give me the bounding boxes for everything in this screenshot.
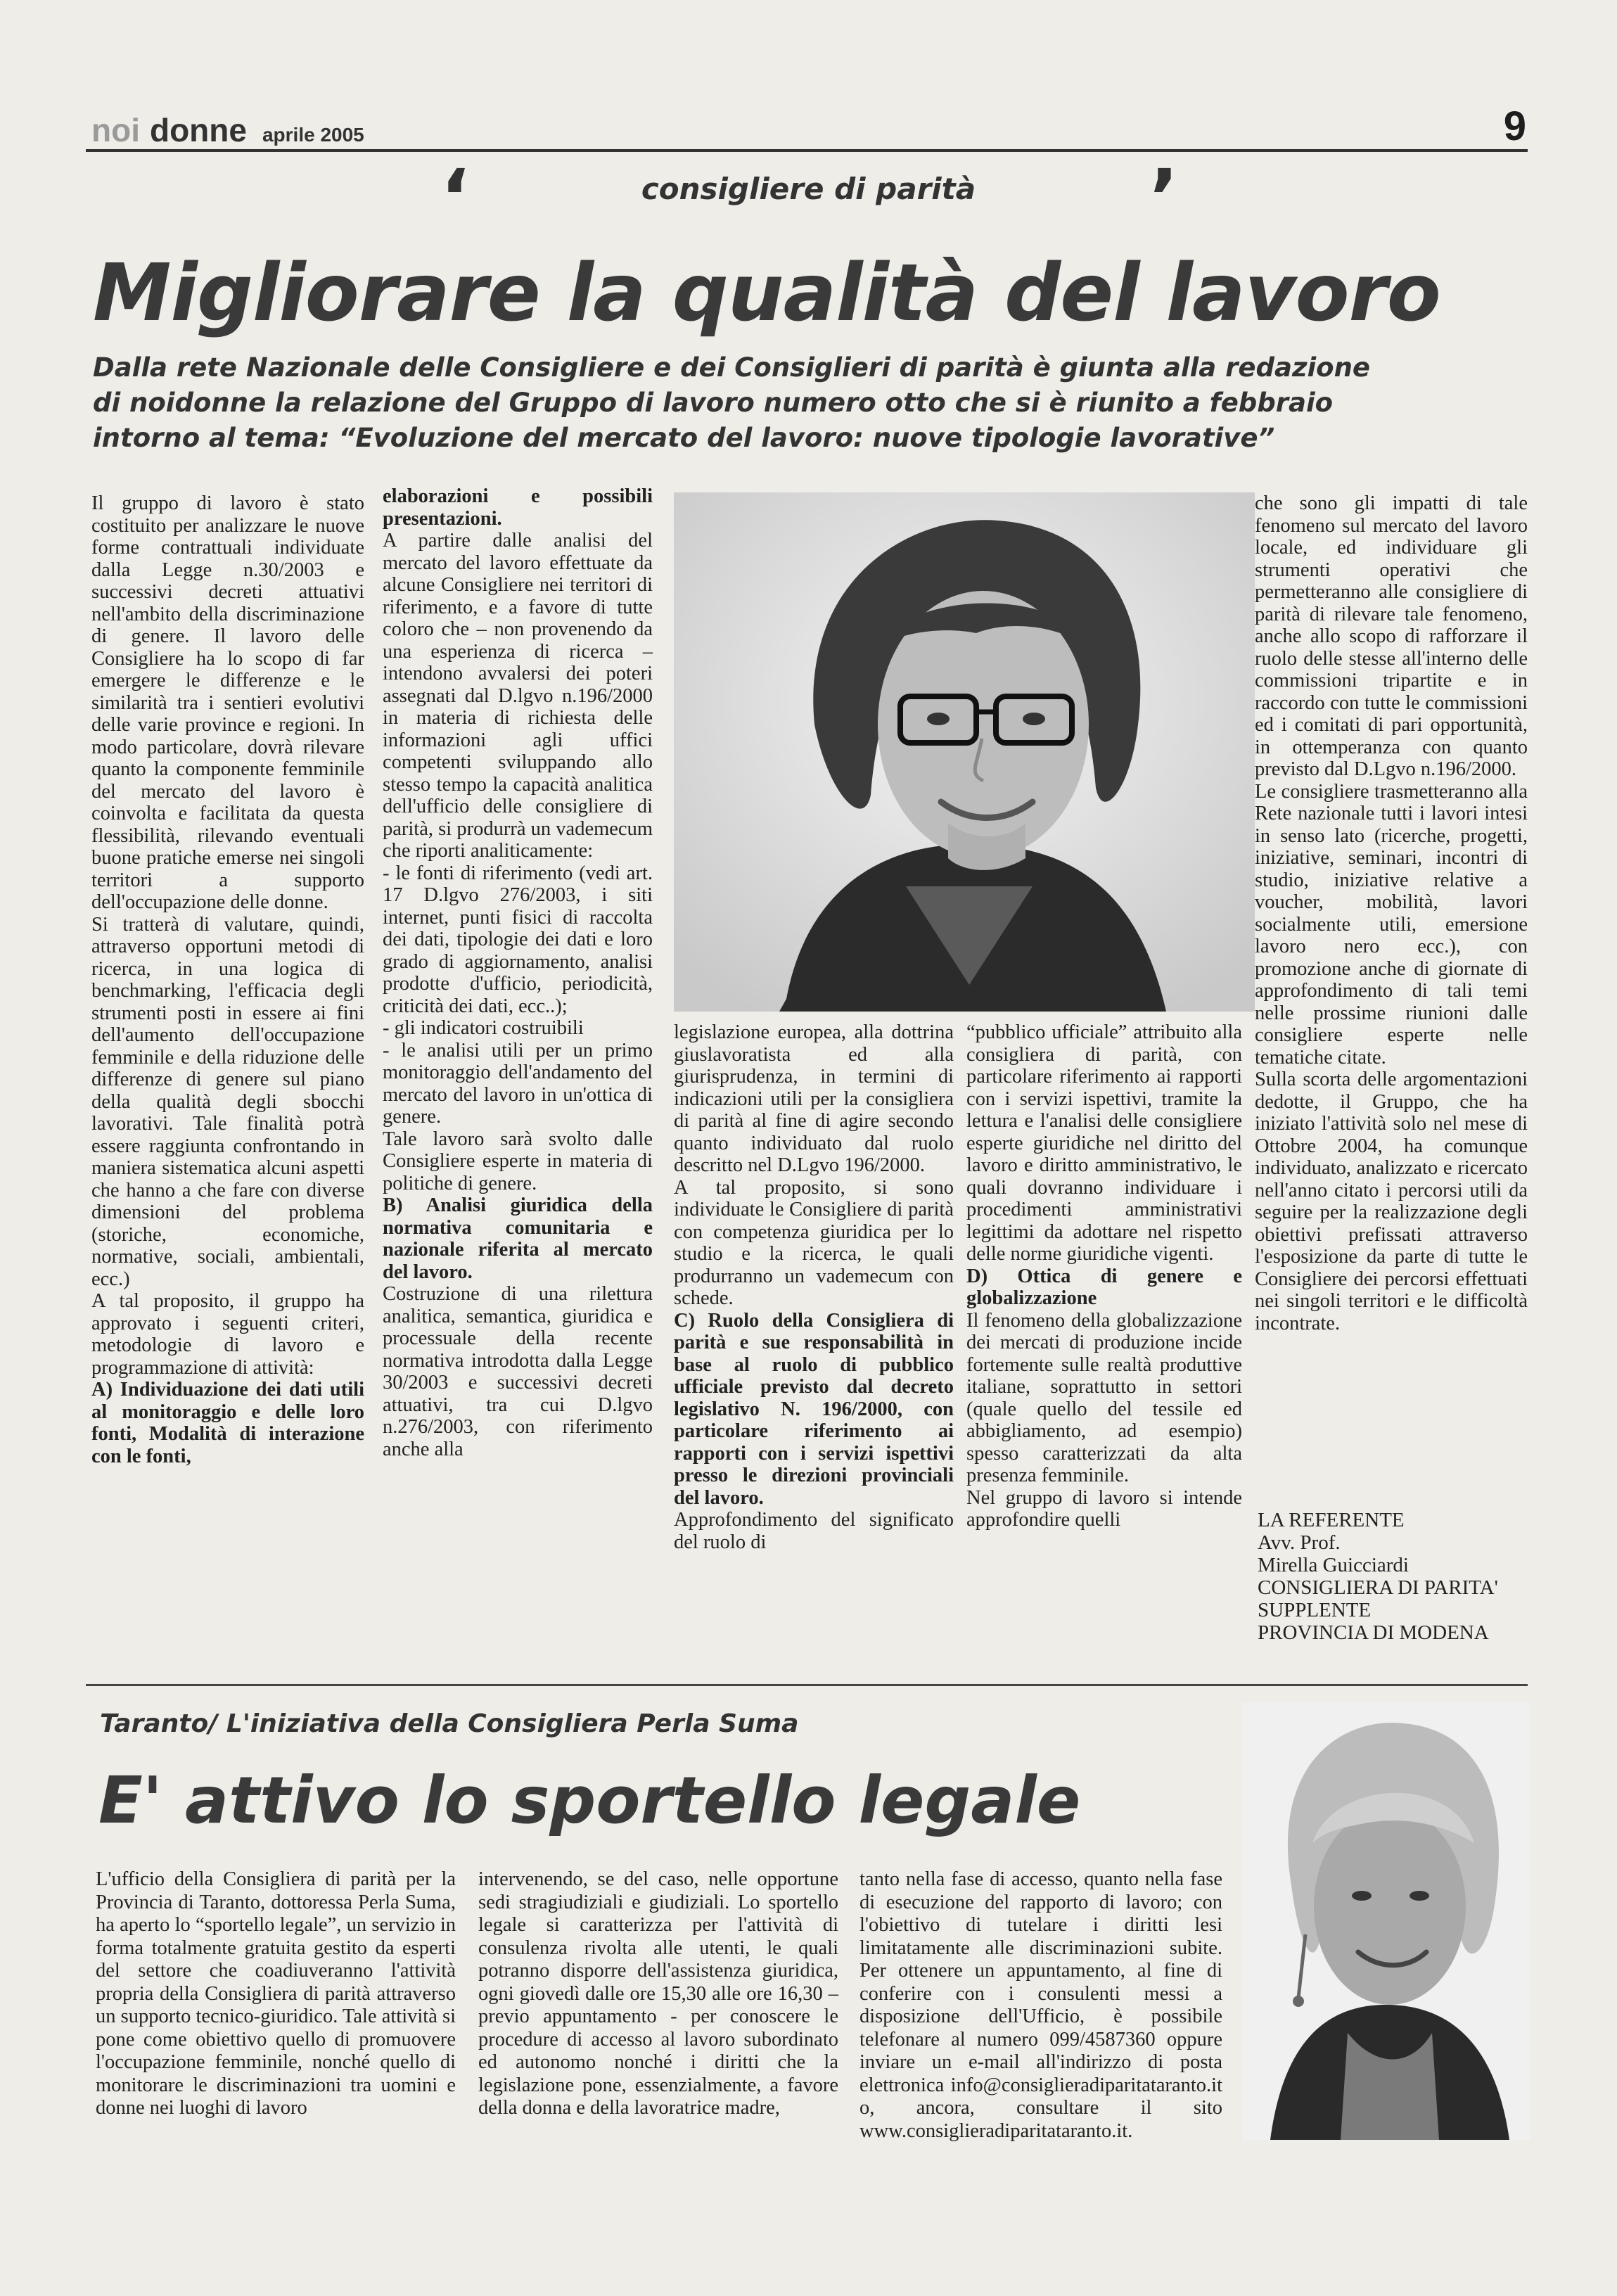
signature-line: Avv. Prof. [1258, 1531, 1341, 1554]
list-item: - gli indicatori costruibili [383, 1017, 584, 1039]
article2-column-2: intervenendo, se del caso, nelle opportune sedi stragiudiziali e giudiziali. Lo sportello legale si caratterizza per l'attività di consulenza rivolta alle utenti, le quali potranno disporre dell'assistenza giuridica, ogni giovedì dalle ore 15,30 alle ore 16,30 – previo appuntamento - per conoscere le procedure di accesso al lavoro subordinato ed autonomo nonché i diritti che la legislazione pone, essenzialmente, a favore della donna e della lavoratrice madre, [478, 1868, 838, 2119]
masthead [91, 103, 1526, 149]
paragraph: Costruzione di una rilettura analitica, semantica, giuridica e processuale della recente normativa introdotta dalla Legge 30/2003 e successivi decreti attuativi, tra cui D.lgvo n.276/2003, con riferimento anche alla [383, 1283, 653, 1460]
subheading-continued: elaborazioni e possibili presentazioni. [383, 485, 653, 530]
paragraph: “pubblico ufficiale” attribuito alla consigliera di parità, con particolare riferimento ai rapporti con i servizi ispettivi, tramite la lettura e l'analisi delle consigliere esperte giuridiche nel diritto del lavoro e diritto amministrativo, le quali dovranno individuare i procedimenti amministrativi legittimi da adottare nel rispetto delle norme giuridiche vigenti. [966, 1021, 1242, 1265]
signature-block [1258, 1509, 1525, 1644]
article-lede [93, 350, 1485, 456]
signature-line: PROVINCIA DI MODENA [1258, 1621, 1489, 1644]
portrait-illustration [674, 492, 1255, 1012]
paragraph: Approfondimento del significato del ruolo di [674, 1509, 954, 1553]
paragraph: Le consigliere trasmetteranno alla Rete nazionale tutti i lavori intesi in senso lato (ricerche, progetti, iniziative, seminari, incontri di studio, iniziative relative a voucher, mobilità, lavori socialmente utili, emersione lavoro nero ecc.), con promozione anche di giornate di approfondimento di tali temi nelle prossime riunioni dalle consigliere esperte nelle tematiche citate. [1255, 780, 1528, 1069]
portrait-photo-2 [1242, 1702, 1530, 2140]
brand-donne: donne [149, 112, 247, 148]
page-number: 9 [1503, 103, 1526, 149]
section-label: consigliere di parità [641, 172, 976, 206]
article-column-1 [91, 492, 364, 1467]
paragraph: che sono gli impatti di tale fenomeno sul mercato del lavoro locale, ed individuare gli strumenti operativi che permetteranno alle consigliere di parità di rilevare tale fenomeno, anche allo scopo di rafforzare il ruolo delle stesse all'interno delle commissioni tripartite e in raccordo con tutte le commissioni ed i comitati di pari opportunità, in ottemperanza con quanto previsto dal D.Lgvo n.196/2000. [1255, 492, 1528, 780]
signature-line: SUPPLENTE [1258, 1599, 1372, 1621]
paragraph: legislazione europea, alla dottrina giuslavoratista ed alla giurisprudenza, in termini di indicazioni utili per la consigliera di parità al fine di agire secondo quanto individuato dal ruolo descritto nel D.Lgvo 196/2000. [674, 1021, 954, 1176]
signature-line: LA REFERENTE [1258, 1509, 1405, 1531]
article2-headline: E' attivo lo sportello legale [98, 1763, 1081, 1838]
paragraph: Si tratterà di valutare, quindi, attraverso opportuni metodi di ricerca, in una logica di benchmarking, l'efficacia degli strumenti posti in essere ai fini dell'aumento dell'occupazione femminile e della riduzione delle differenze di genere sul piano della qualità degli sbocchi lavorativi. Tale finalità potrà essere raggiunta confrontando in maniera sistematica alcuni aspetti che hanno a che fare con diverse dimensioni del problema (storiche, economiche, normative, sociali, ambientali, ecc.) [91, 913, 364, 1290]
portrait-photo [674, 492, 1255, 1012]
paragraph: Il gruppo di lavoro è stato costituito per analizzare le nuove forme contrattuali individuate dalla Legge n.30/2003 e successivi decreti attuativi nell'ambito della discriminazione di genere. Il lavoro delle Consigliere ha lo scopo di far emergere le differenze e le similarità tra i sentieri evolutivi delle varie province e regioni. In modo particolare, dovrà rilevare quanto la componente femminile del mercato del lavoro è coinvolta e facilitata da questa flessibilità, rilevando eventuali buone pratiche emerse nei singoli territori a supporto dell'occupazione delle donne. [91, 492, 364, 913]
lede-line: di noidonne la relazione del Gruppo di lavoro numero otto che si è riunito a febbraio [93, 388, 1334, 418]
list-item: - le analisi utili per un primo monitoraggio dell'andamento del mercato del lavoro in un'ottica di genere. [383, 1039, 653, 1128]
subheading: A) Individuazione dei dati utili al monitoraggio e delle loro fonti, Modalità di interazione con le fonti, [91, 1379, 364, 1467]
issue-date: aprile 2005 [262, 124, 364, 146]
close-quote-ornament: ’ [1149, 153, 1179, 243]
article2-column-1: L'ufficio della Consigliera di parità per la Provincia di Taranto, dottoressa Perla Suma, ha aperto lo “sportello legale”, un servizio in forma totalmente gratuita gestito da esperti del settore che coadiuveranno l'attività propria della Consigliera di parità attraverso un supporto tecnico-giuridico. Tale attività si pone come obiettivo quello di promuovere l'occupazione femminile, nonché quello di monitorare le discriminazioni tra uomini e donne nei luoghi di lavoro [96, 1868, 456, 2119]
subheading: B) Analisi giuridica della normativa comunitaria e nazionale riferita al mercato del lavoro. [383, 1194, 653, 1283]
signature-line: Mirella Guicciardi [1258, 1554, 1409, 1576]
article-column-3 [674, 1021, 954, 1553]
paragraph: A partire dalle analisi del mercato del lavoro effettuate da alcune Consigliere nei territori di riferimento, e a favore di tutte coloro che – non provenendo da una esperienza di ricerca – intendono avvalersi dei poteri assegnati dal D.lgvo n.196/2000 in materia di richiesta delle informazioni agli uffici competenti sviluppando allo stesso tempo la capacità analitica dell'ufficio delle consigliere di parità, si produrrà un vademecum che riporti analiticamente: [383, 530, 653, 862]
paragraph: A tal proposito, il gruppo ha approvato i seguenti criteri, metodologie di lavoro e programmazione di attività: [91, 1290, 364, 1379]
paragraph: A tal proposito, si sono individuate le Consigliere di parità con competenza giuridica per lo studio e la ricerca, le quali produrranno un vademecum con schede. [674, 1176, 954, 1309]
brand-noi: noi [91, 112, 140, 148]
paragraph: Il fenomeno della globalizzazione dei mercati di produzione incide fortemente sulle realtà produttive italiane, soprattutto in settori (quale quello del tessile ed abbigliamento, ad esempio) spesso caratterizzati da alta presenza femminile. [966, 1309, 1242, 1486]
article-column-5 [1255, 492, 1528, 1334]
lede-line: intorno al tema: “Evoluzione del mercato del lavoro: nuove tipologie lavorative” [93, 423, 1275, 453]
top-rule [86, 149, 1528, 152]
portrait-illustration-2 [1242, 1702, 1530, 2140]
subheading: C) Ruolo della Consigliera di parità e sue responsabilità in base al ruolo di pubblico ufficiale previsto dal decreto legislativo N. 196/2000, con particolare riferimento ai rapporti con i servizi ispettivi presso le direzioni provinciali del lavoro. [674, 1309, 954, 1509]
article-column-2 [383, 485, 653, 1460]
article-headline: Migliorare la qualità del lavoro [93, 248, 1440, 339]
list-item: - le fonti di riferimento (vedi art. 17 D.lgvo 276/2003, i siti internet, punti fisici di raccolta dei dati, tipologie dei dati e loro grado di aggiornamento, analisi prodotte d'ufficio, periodicità, criticità dei dati, ecc..); [383, 862, 653, 1017]
paragraph: Nel gruppo di lavoro si intende approfondire quelli [966, 1486, 1242, 1531]
open-quote-ornament: ‘ [440, 153, 470, 243]
section-divider [86, 1684, 1528, 1686]
lede-line: Dalla rete Nazionale delle Consigliere e dei Consiglieri di parità è giunta alla redazione [93, 352, 1371, 383]
paragraph: Tale lavoro sarà svolto dalle Consigliere esperte in materia di politiche di genere. [383, 1128, 653, 1194]
article-column-4 [966, 1021, 1242, 1531]
subheading: D) Ottica di genere e globalizzazione [966, 1265, 1242, 1309]
signature-line: CONSIGLIERA DI PARITA' [1258, 1576, 1498, 1599]
article2-column-3: tanto nella fase di accesso, quanto nella fase di esecuzione del rapporto di lavoro; con l'obiettivo di tutelare i diritti lesi limitatamente alle discriminazioni subite. Per ottenere un appuntamento, al fine di conferire con i consulenti messi a disposizione dell'Ufficio, è possibile telefonare al numero 099/4587360 oppure inviare un e-mail all'indirizzo di posta elettronica info@consiglieradiparitataranto.it o, ancora, consultare il sito www.consiglieradiparitataranto.it. [859, 1868, 1222, 2142]
article2-kicker: Taranto/ L'iniziativa della Consigliera Perla Suma [100, 1709, 799, 1738]
paragraph: Sulla scorta delle argomentazioni dedotte, il Gruppo, che ha iniziato l'attività solo nel mese di Ottobre 2004, ha comunque individuato, analizzato e ricercato nell'anno citato i percorsi utili da seguire per la realizzazione degli obiettivi prefissati attraverso l'esposizione da parte di tutte le Consigliere dei percorsi effettuati nei singoli territori e le difficoltà incontrate. [1255, 1069, 1528, 1334]
